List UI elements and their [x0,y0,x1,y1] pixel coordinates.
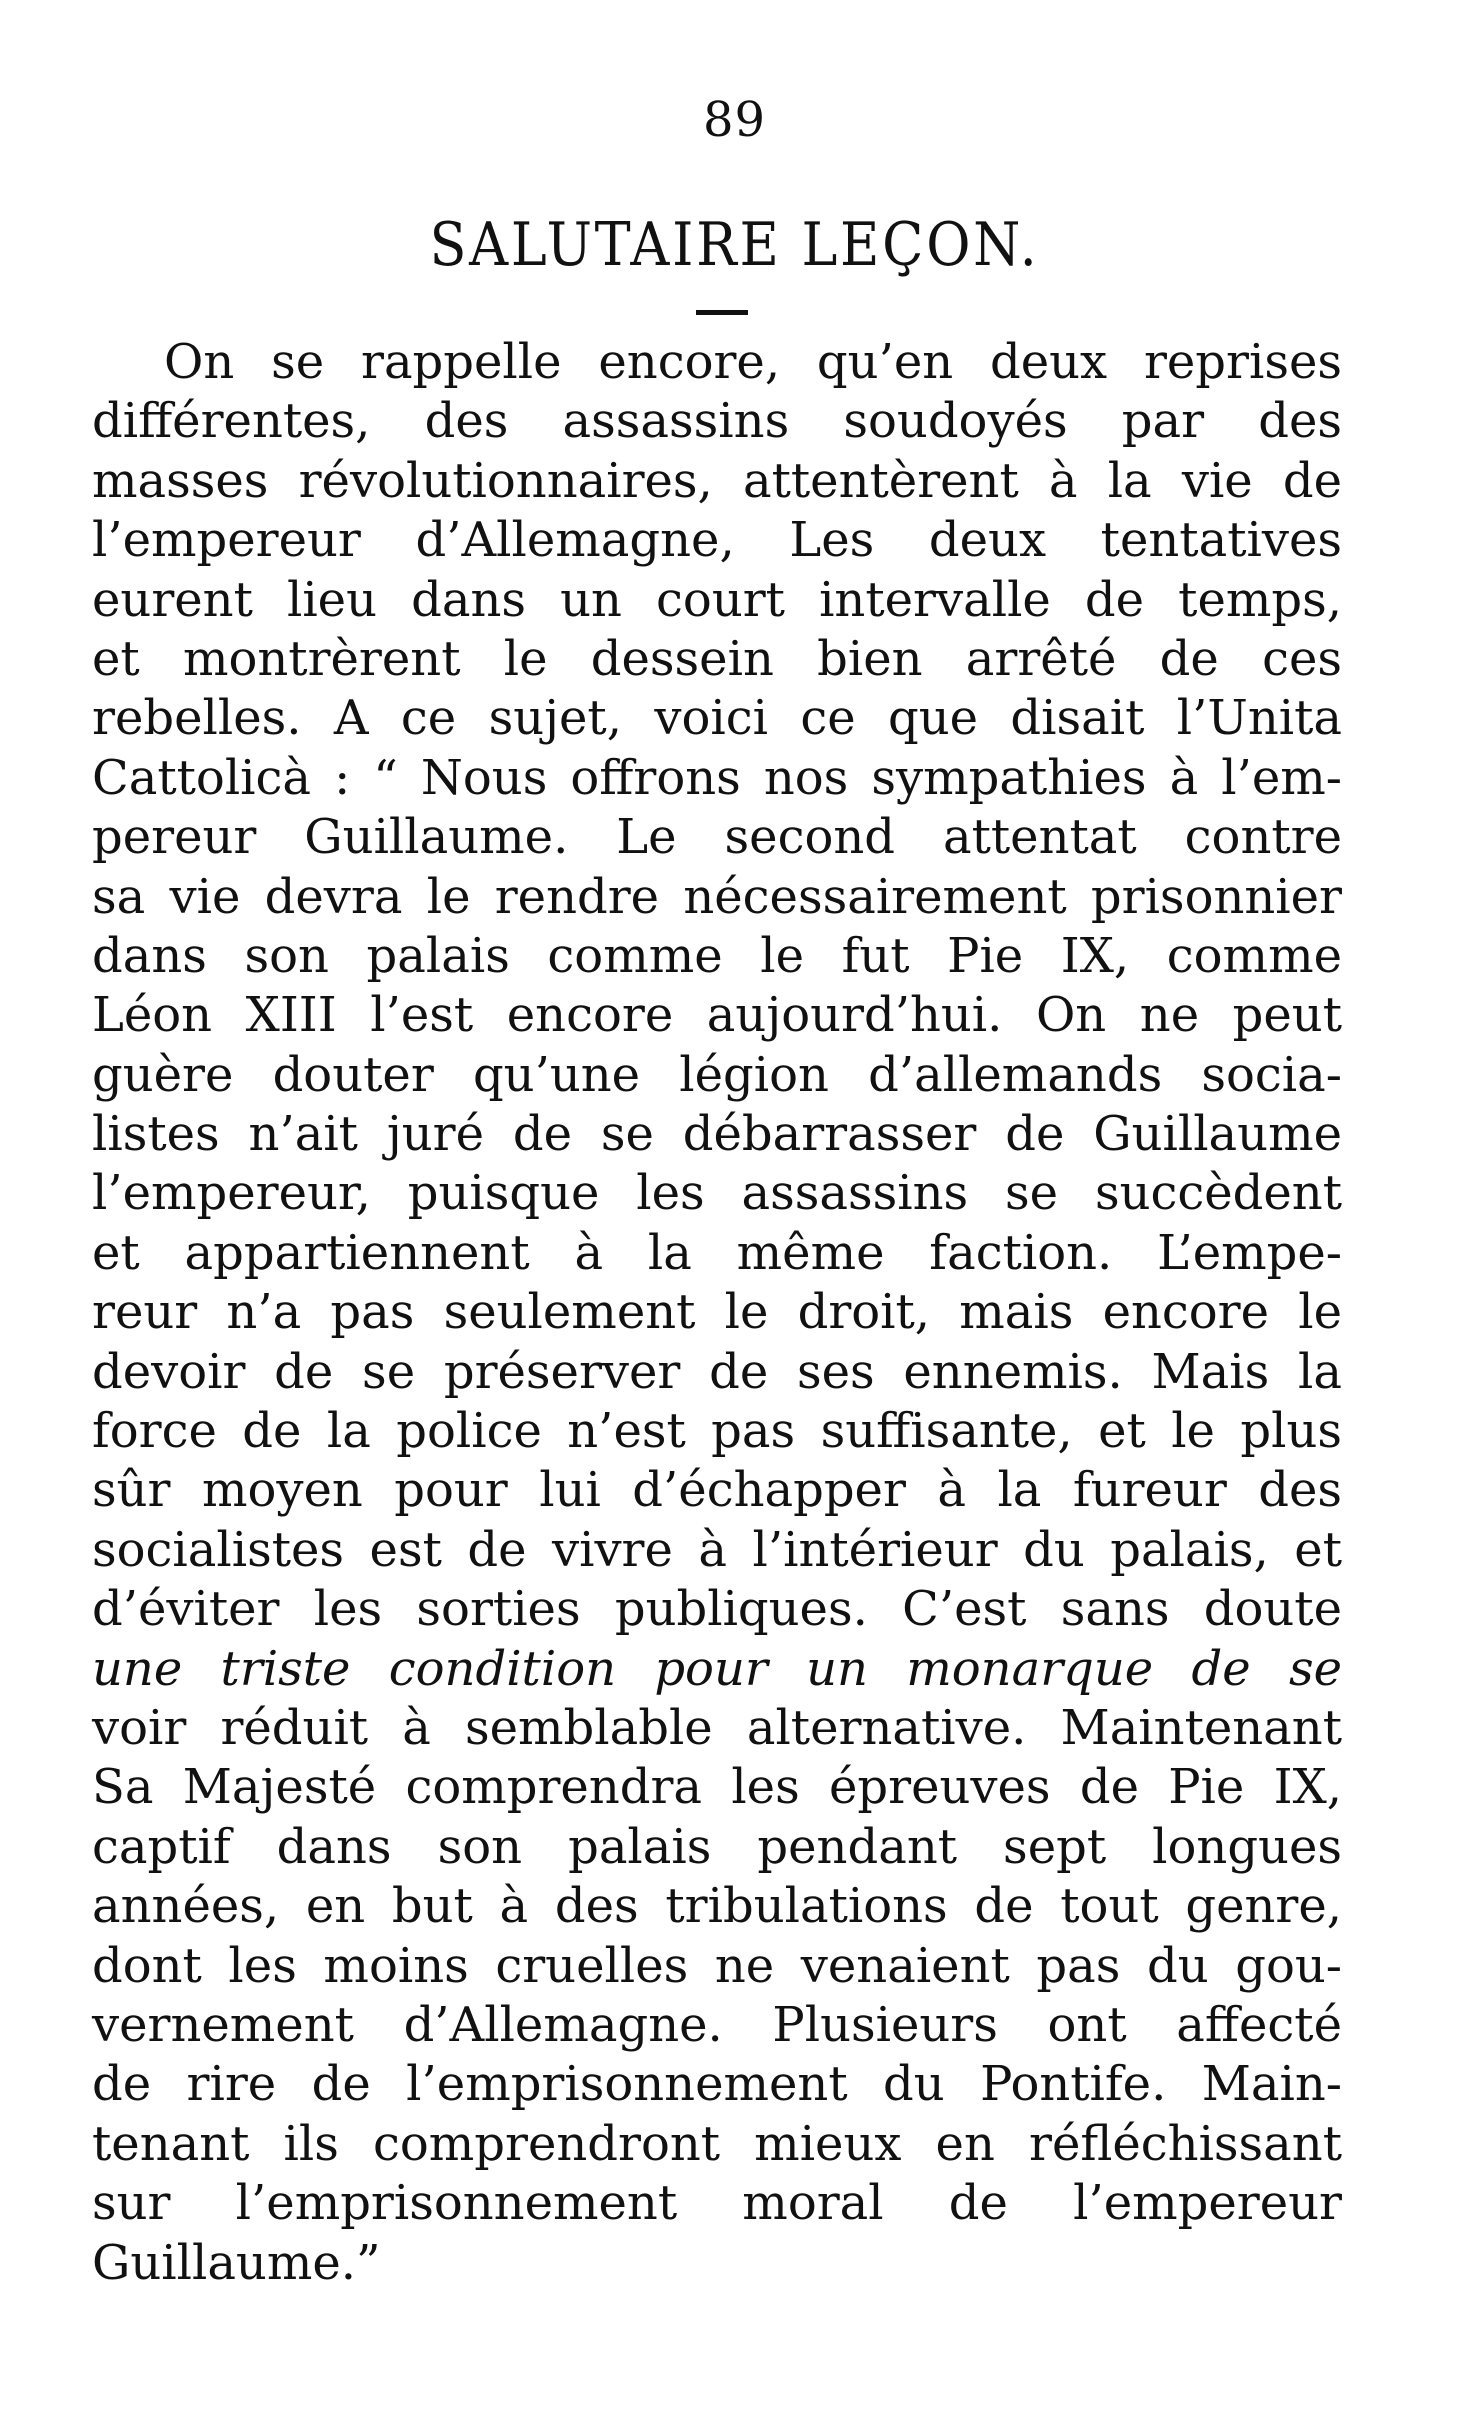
text-line: reur n’a pas seulement le droit, mais encore le [92,1284,1342,1341]
text-line: voir réduit à semblable alternative. Maintenant [92,1699,1342,1756]
text-line: force de la police n’est pas suffisante, et le plus [92,1403,1342,1460]
text-line: Cattolicà : “ Nous offrons nos sympathies à l’em- [92,749,1342,806]
text-line: eurent lieu dans un court intervalle de temps, [92,571,1342,628]
text-line: captif dans son palais pendant sept longues [92,1818,1342,1875]
text-line: sur l’emprisonnement moral de l’empereur [92,2175,1342,2232]
text-line: pereur Guillaume. Le second attentat contre [92,809,1342,866]
text-line: rebelles. A ce sujet, voici ce que disait l’Unita [92,690,1342,747]
text-line: masses révolutionnaires, attentèrent à la vie de [92,452,1342,509]
article-body [92,333,1342,2293]
text-line: dans son palais comme le fut Pie IX, comme [92,927,1342,984]
text-line: guère douter qu’une légion d’allemands socia- [92,1046,1342,1103]
text-line: devoir de se préserver de ses ennemis. Mais la [92,1343,1342,1400]
text-line: socialistes est de vivre à l’intérieur du palais, et [92,1521,1342,1578]
text-line: et appartiennent à la même faction. L’empe- [92,1224,1342,1281]
text-line: dont les moins cruelles ne venaient pas du gou- [92,1937,1342,1994]
text-line: Sa Majesté comprendra les épreuves de Pie IX, [92,1759,1342,1816]
text-line: Léon XIII l’est encore aujourd’hui. On ne peut [92,987,1342,1044]
text-line: l’empereur, puisque les assassins se succèdent [92,1165,1342,1222]
text-line: sûr moyen pour lui d’échapper à la fureur des [92,1462,1342,1519]
text-line: listes n’ait juré de se débarrasser de Guillaume [92,1106,1342,1163]
title-rule [696,310,748,315]
text-line-italic: une triste condition pour un monarque de se [92,1640,1342,1697]
text-line: années, en but à des tribulations de tout genre, [92,1878,1342,1935]
text-line: l’empereur d’Allemagne, Les deux tentatives [92,512,1342,569]
page-number: 89 [702,92,767,148]
text-line: sa vie devra le rendre nécessairement prisonnier [92,868,1342,925]
article-title: SALUTAIRE LEÇON. [429,210,1040,280]
text-line: différentes, des assassins soudoyés par des [92,393,1342,450]
text-line: On se rappelle encore, qu’en deux reprises [164,334,1342,390]
text-line: Guillaume.” [92,2234,381,2291]
text-line: de rire de l’emprisonnement du Pontife. Main- [92,2056,1342,2113]
text-line: vernement d’Allemagne. Plusieurs ont affecté [92,1996,1342,2053]
text-line: d’éviter les sorties publiques. C’est sans doute [92,1581,1342,1638]
text-line: et montrèrent le dessein bien arrêté de ces [92,630,1342,687]
text-line: tenant ils comprendront mieux en réfléchissant [92,2115,1342,2172]
